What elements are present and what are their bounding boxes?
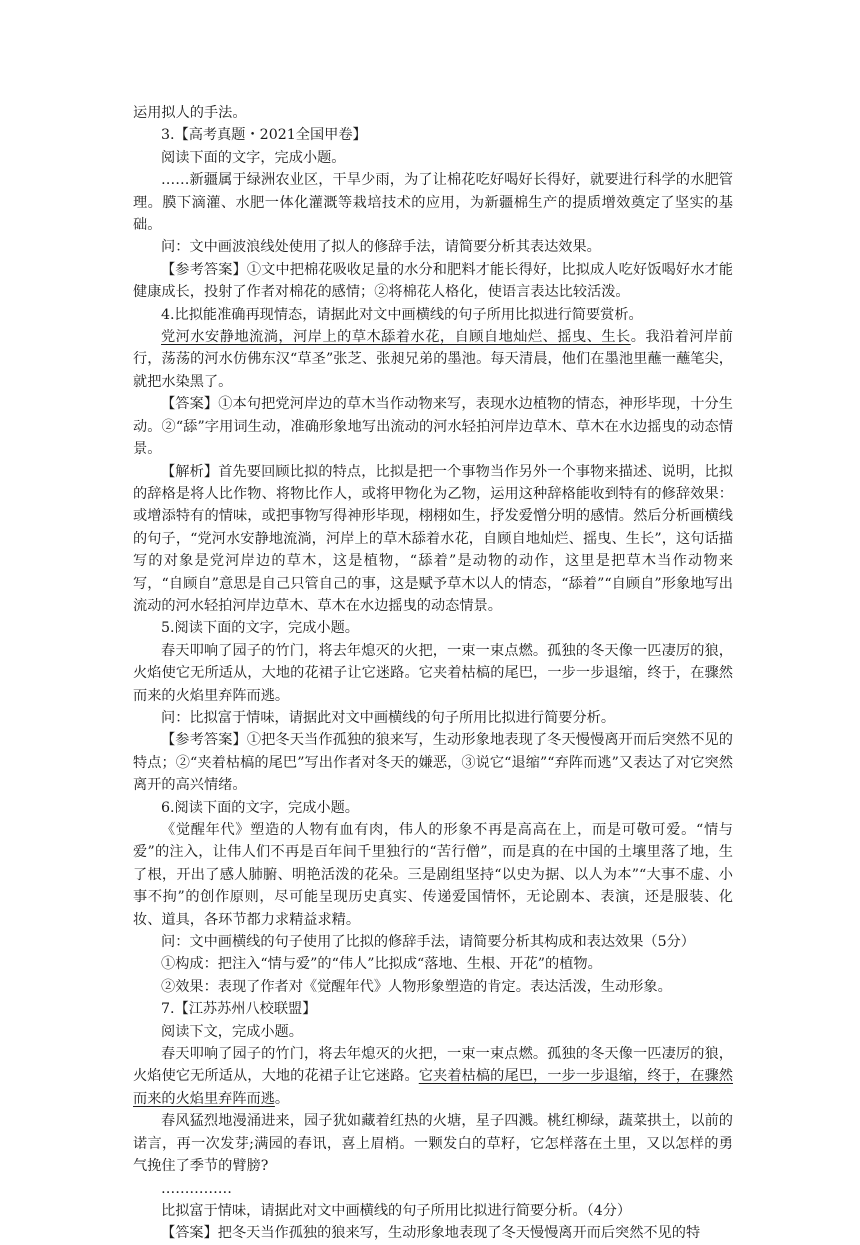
underlined-sentence: 党河水安静地流淌，河岸上的草木舔着水花，自顾自地灿烂、摇曳、生长 <box>161 329 631 346</box>
question-3-passage: ……新疆属于绿洲农业区，干旱少雨，为了让棉花吃好喝好长得好，就要进行科学的水肥管理。膜下滴灌、水肥一体化灌溉等栽培技术的应用，为新疆棉生产的提质增效奠定了坚实的基础。 <box>133 172 733 234</box>
passage-rest: 。我沿着河岸前行，荡荡的河水仿佛东汉“草圣”张芝、张昶兄弟的墨池。每天清晨，他们在墨池里蘸一蘸笔尖，就把水染黑了。 <box>133 329 733 390</box>
question-7-answer: 【答案】把冬天当作孤独的狼来写，生动形象地表现了冬天慢慢离开而后突然不见的特 <box>161 1225 701 1242</box>
question-5-answer: 【参考答案】①把冬天当作孤独的狼来写，生动形象地表现了冬天慢慢离开而后突然不见的特点；②“夹着枯槁的尾巴”写出作者对冬天的嫌恶，③说它“退缩”“弃阵而逃”又表达了对它突然离开的高兴情绪。 <box>133 732 733 794</box>
paragraph-tail: 运用拟人的手法。 <box>133 105 247 121</box>
question-5-heading: 5.阅读下面的文字，完成小题。 <box>161 620 359 637</box>
question-7-passage-2: 春风猛烈地漫涌进来，园子犹如藏着红热的火塘，星子四溅。桃红柳绿，蔬菜拱土，以前的诺言，再一次发芽;满园的春讯，喜上眉梢。一颗发白的草籽，它怎样落在土里，又以怎样的勇气挽住了季节的臂膀? <box>133 1113 733 1175</box>
passage-start: 春天叩响了园子的竹门，将去年熄灭的火把，一束一束点燃。孤独的冬天像一匹凄厉的狼，火焰使它无所适从，大地的花裙子让它迷路。 <box>133 1046 733 1085</box>
question-3-answer: 【参考答案】①文中把棉花吸收足量的水分和肥料才能长得好，比拟成人吃好饭喝好水才能健康成长，投射了作者对棉花的感情；②将棉花人格化，使语言表达比较活泼。 <box>133 261 733 301</box>
question-5-prompt: 问：比拟富于情味，请据此对文中画横线的句子所用比拟进行简要分析。 <box>161 709 616 726</box>
question-4-heading: 4.比拟能准确再现情态，请据此对文中画横线的句子所用比拟进行简要赏析。 <box>161 306 643 323</box>
passage-end: 。 <box>274 1090 290 1107</box>
question-3-prompt: 问：文中画波浪线处使用了拟人的修辞手法，请简要分析其表达效果。 <box>161 239 601 256</box>
question-4-analysis: 【解析】首先要回顾比拟的特点，比拟是把一个事物当作另外一个事物来描述、说明，比拟的辞格是将人比作物、将物比作人，或将甲物化为乙物，运用这种辞格能收到特有的修辞效果：或增添特有的情味，或把事物写得神形毕现，栩栩如生，抒发爱憎分明的感情。然后分析画横线的句子，“党河水安静地流淌，河岸上的草木舔着水花，自顾自地灿烂、摇曳、生长”，这句话描写的对象是党河岸边的草木，这是植物，“舔着”是动物的动作，这里是把草木当作动物来写，“自顾自”意思是自己只管自己的事，这是赋予草木以人的情态，“舔着”“自顾自”形象地写出流动的河水轻拍河岸边草木、草木在水边摇曳的动态情景。 <box>133 463 733 614</box>
question-6-answer-1: ①构成：把注入“情与爱”的“伟人”比拟成“落地、生根、开花”的植物。 <box>161 956 602 973</box>
question-5-passage: 春天叩响了园子的竹门，将去年熄灭的火把，一束一束点燃。孤独的冬天像一匹凄厉的狼，火焰使它无所适从，大地的花裙子让它迷路。它夹着枯槁的尾巴，一步一步退缩，终于，在骤然而来的火焰里弃阵而逃。 <box>133 642 733 704</box>
underlined-sentence: 它夹着枯槁的尾巴，一步一步退缩，终于，在骤然而来的火焰里弃阵而逃 <box>133 1068 733 1107</box>
document-page <box>133 102 733 1245</box>
question-7-instruction: 阅读下文，完成小题。 <box>161 1023 303 1040</box>
question-6-prompt: 问：文中画横线的句子使用了比拟的修辞手法，请简要分析其构成和表达效果（5分） <box>161 934 695 951</box>
question-3-instruction: 阅读下面的文字，完成小题。 <box>161 149 346 166</box>
question-6-heading: 6.阅读下面的文字，完成小题。 <box>161 799 359 816</box>
question-6-answer-2: ②效果：表现了作者对《觉醒年代》人物形象塑造的肯定。表达活泼，生动形象。 <box>161 978 672 995</box>
question-7-heading: 7.【江苏苏州八校联盟】 <box>161 1001 317 1018</box>
question-6-passage: 《觉醒年代》塑造的人物有血有肉，伟人的形象不再是高高在上，而是可敬可爱。“情与爱”的注入，让伟人们不再是百年间千里独行的“苦行僧”，而是真的在中国的土壤里落了地，生了根，开出了感人肺腑、明艳活泼的花朵。三是剧组坚持“以史为据、以人为本”“大事不虚、小事不拘”的创作原则，尽可能呈现历史真实、传递爱国情怀，无论剧本、表演，还是服装、化妆、道具，各环节都力求精益求精。 <box>133 822 733 928</box>
question-7-prompt: 比拟富于情味，请据此对文中画横线的句子所用比拟进行简要分析。（4分） <box>161 1202 632 1219</box>
question-3-heading: 3.【高考真题・2021全国甲卷】 <box>161 127 367 144</box>
question-4-passage <box>133 326 733 393</box>
ellipsis-line: …………… <box>161 1180 232 1197</box>
question-4-answer: 【答案】①本句把党河岸边的草木当作动物来写，表现水边植物的情态，神形毕现，十分生动。②“舔”字用词生动，准确形象地写出流动的河水轻拍河岸边草木、草木在水边摇曳的动态情景。 <box>133 396 733 458</box>
question-7-passage <box>133 1043 733 1110</box>
